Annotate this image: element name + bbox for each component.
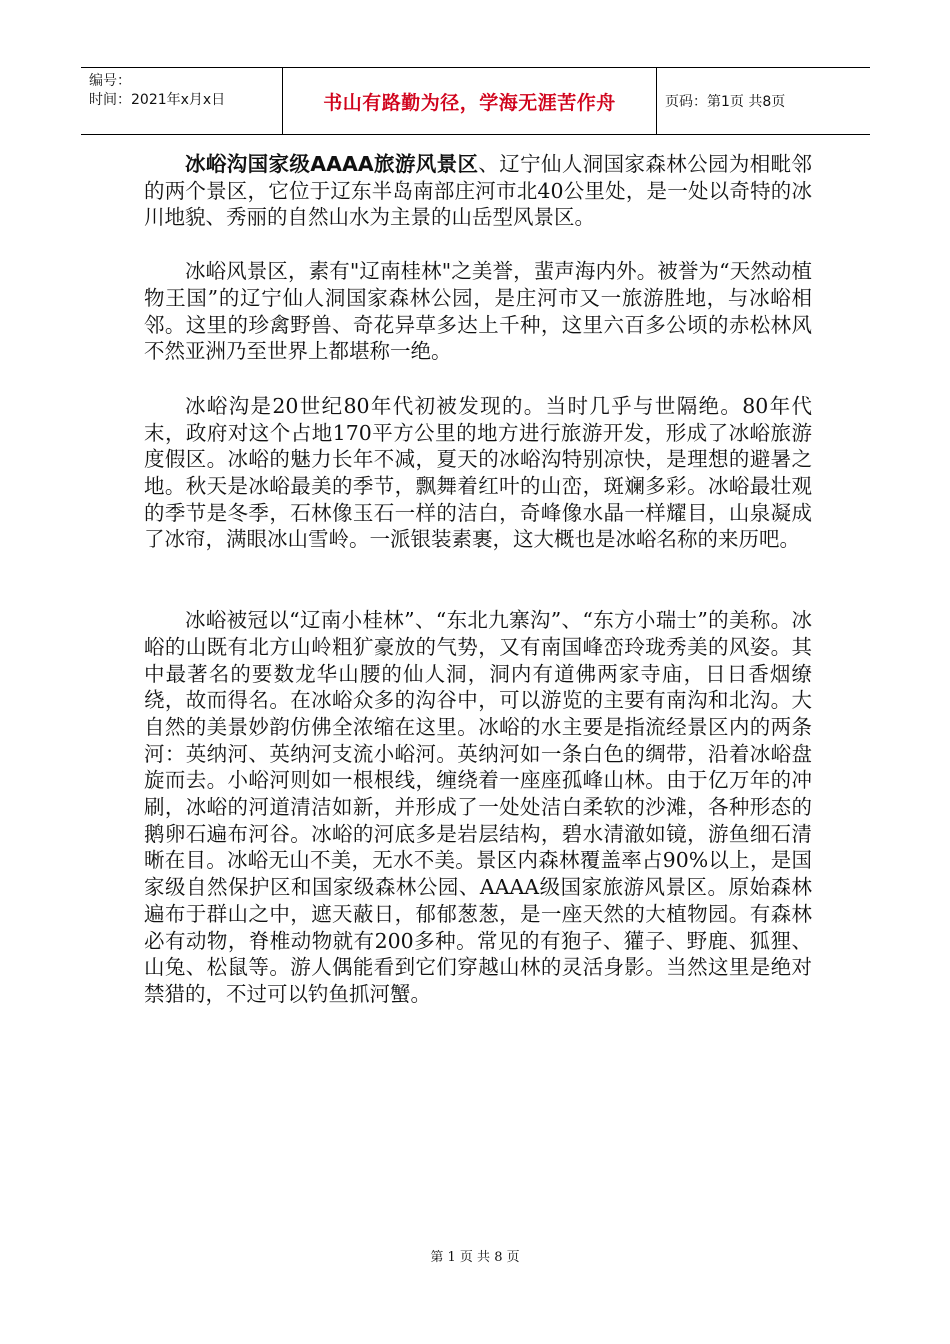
paragraph-2: 冰峪风景区，素有"辽南桂林"之美誉，蜚声海内外。被誉为“天然动植物王国”的辽宁仙人洞国家森林公园，是庄河市又一旅游胜地，与冰峪相邻。这里的珍禽野兽、奇花异草多达上千种，这里六百多公顷的赤松林风不然亚洲乃至世界上都堪称一绝。 [144,259,812,364]
paragraph-3: 冰峪沟是20世纪80年代初被发现的。当时几乎与世隔绝。80年代末，政府对这个占地170平方公里的地方进行旅游开发，形成了冰峪旅游度假区。冰峪的魅力长年不减，夏天的冰峪沟特别凉快，是理想的避暑之地。秋天是冰峪最美的季节，飘舞着红叶的山峦，斑斓多彩。冰峪最壮观的季节是冬季，石林像玉石一样的洁白，奇峰像水晶一样耀目，山泉凝成了冰帘，满眼冰山雪岭。一派银装素裹，这大概也是冰峪名称的来历吧。 [144,393,812,552]
paragraph-1-lead: 冰峪沟国家级AAAA旅游风景区 [185,152,479,176]
document-number: 编号： [89,73,131,89]
header-page-info: 页码：第1页 共8页 [665,94,786,110]
document-body [144,151,812,1008]
header-meta-cell [81,68,283,134]
paragraph-4: 冰峪被冠以“辽南小桂林”、“东北九寨沟”、“东方小瑞士”的美称。冰峪的山既有北方山岭粗犷豪放的气势，又有南国峰峦玲珑秀美的风姿。其中最著名的要数龙华山腰的仙人洞，洞内有道佛两家寺庙，日日香烟缭绕，故而得名。在冰峪众多的沟谷中，可以游览的主要有南沟和北沟。大自然的美景妙韵仿佛全浓缩在这里。冰峪的水主要是指流经景区内的两条河：英纳河、英纳河支流小峪河。英纳河如一条白色的绸带，沿着冰峪盘旋而去。小峪河则如一根根线，缠绕着一座座孤峰山林。由于亿万年的冲刷，冰峪的河道清洁如新，并形成了一处处洁白柔软的沙滩，各种形态的鹅卵石遍布河谷。冰峪的河底多是岩层结构，碧水清澈如镜，游鱼细石清晰在目。冰峪无山不美，无水不美。景区内森林覆盖率占90%以上，是国家级自然保护区和国家级森林公园、AAAA级国家旅游风景区。原始森林遍布于群山之中，遮天蔽日，郁郁葱葱，是一座天然的大植物园。有森林必有动物，脊椎动物就有200多种。常见的有狍子、獾子、野鹿、狐狸、山兔、松鼠等。游人偶能看到它们穿越山林的灵活身影。当然这里是绝对禁猎的，不过可以钓鱼抓河蟹。 [144,608,812,1006]
paragraph-1-text: 、辽宁仙人洞国家森林公园为相毗邻的两个景区，它位于辽东半岛南部庄河市北40公里处，是一处以奇特的冰川地貌、秀丽的自然山水为主景的山岳型风景区。 [144,152,812,230]
header-page-cell [657,68,870,134]
header-motto: 书山有路勤为径，学海无涯苦作舟 [323,91,616,114]
page-footer: 第 1 页 共 8 页 [430,1250,520,1265]
page-header [81,67,870,135]
header-motto-cell [283,68,657,134]
paragraph-1 [144,151,812,231]
document-time: 时间：2021年x月x日 [89,92,226,108]
